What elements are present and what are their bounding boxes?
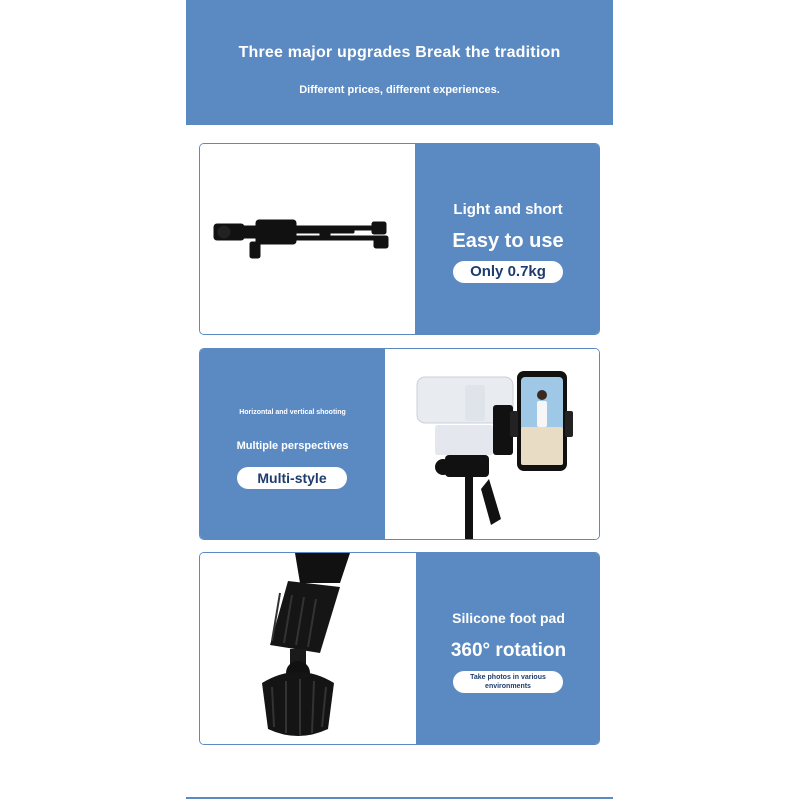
banner-subtitle: Different prices, different experiences. [299, 84, 500, 96]
feature-card-light [199, 143, 600, 335]
environments-pill-line2: environments [485, 683, 531, 690]
feature-card-multistyle [199, 348, 600, 540]
feature-footpad-line1: Silicone foot pad [452, 610, 565, 626]
feature-panel-multistyle [200, 349, 385, 539]
feature-panel-footpad [416, 553, 600, 744]
feature-multistyle-line1: Horizontal and vertical shooting [239, 409, 346, 416]
tripod-folded-icon [200, 144, 415, 334]
feature-light-line2: Easy to use [452, 230, 564, 252]
environments-pill-line1: Take photos in various [470, 674, 546, 681]
banner-title: Three major upgrades Break the tradition [238, 44, 561, 61]
feature-panel-light [415, 144, 600, 334]
feature-card-footpad [199, 552, 600, 745]
header-banner [186, 0, 613, 125]
tripod-folded-image [200, 144, 415, 334]
foot-pad-image [200, 553, 416, 744]
foot-pad-icon [200, 553, 416, 745]
feature-multistyle-line2: Multiple perspectives [236, 440, 349, 452]
weight-pill: Only 0.7kg [453, 261, 563, 283]
feature-light-line1: Light and short [453, 201, 563, 218]
bottom-divider [186, 797, 613, 799]
environments-pill [453, 671, 563, 693]
multistyle-pill: Multi-style [237, 467, 347, 489]
phone-holder-icon [385, 349, 600, 539]
feature-footpad-line2: 360° rotation [450, 640, 567, 661]
phone-mount-image [385, 349, 600, 539]
